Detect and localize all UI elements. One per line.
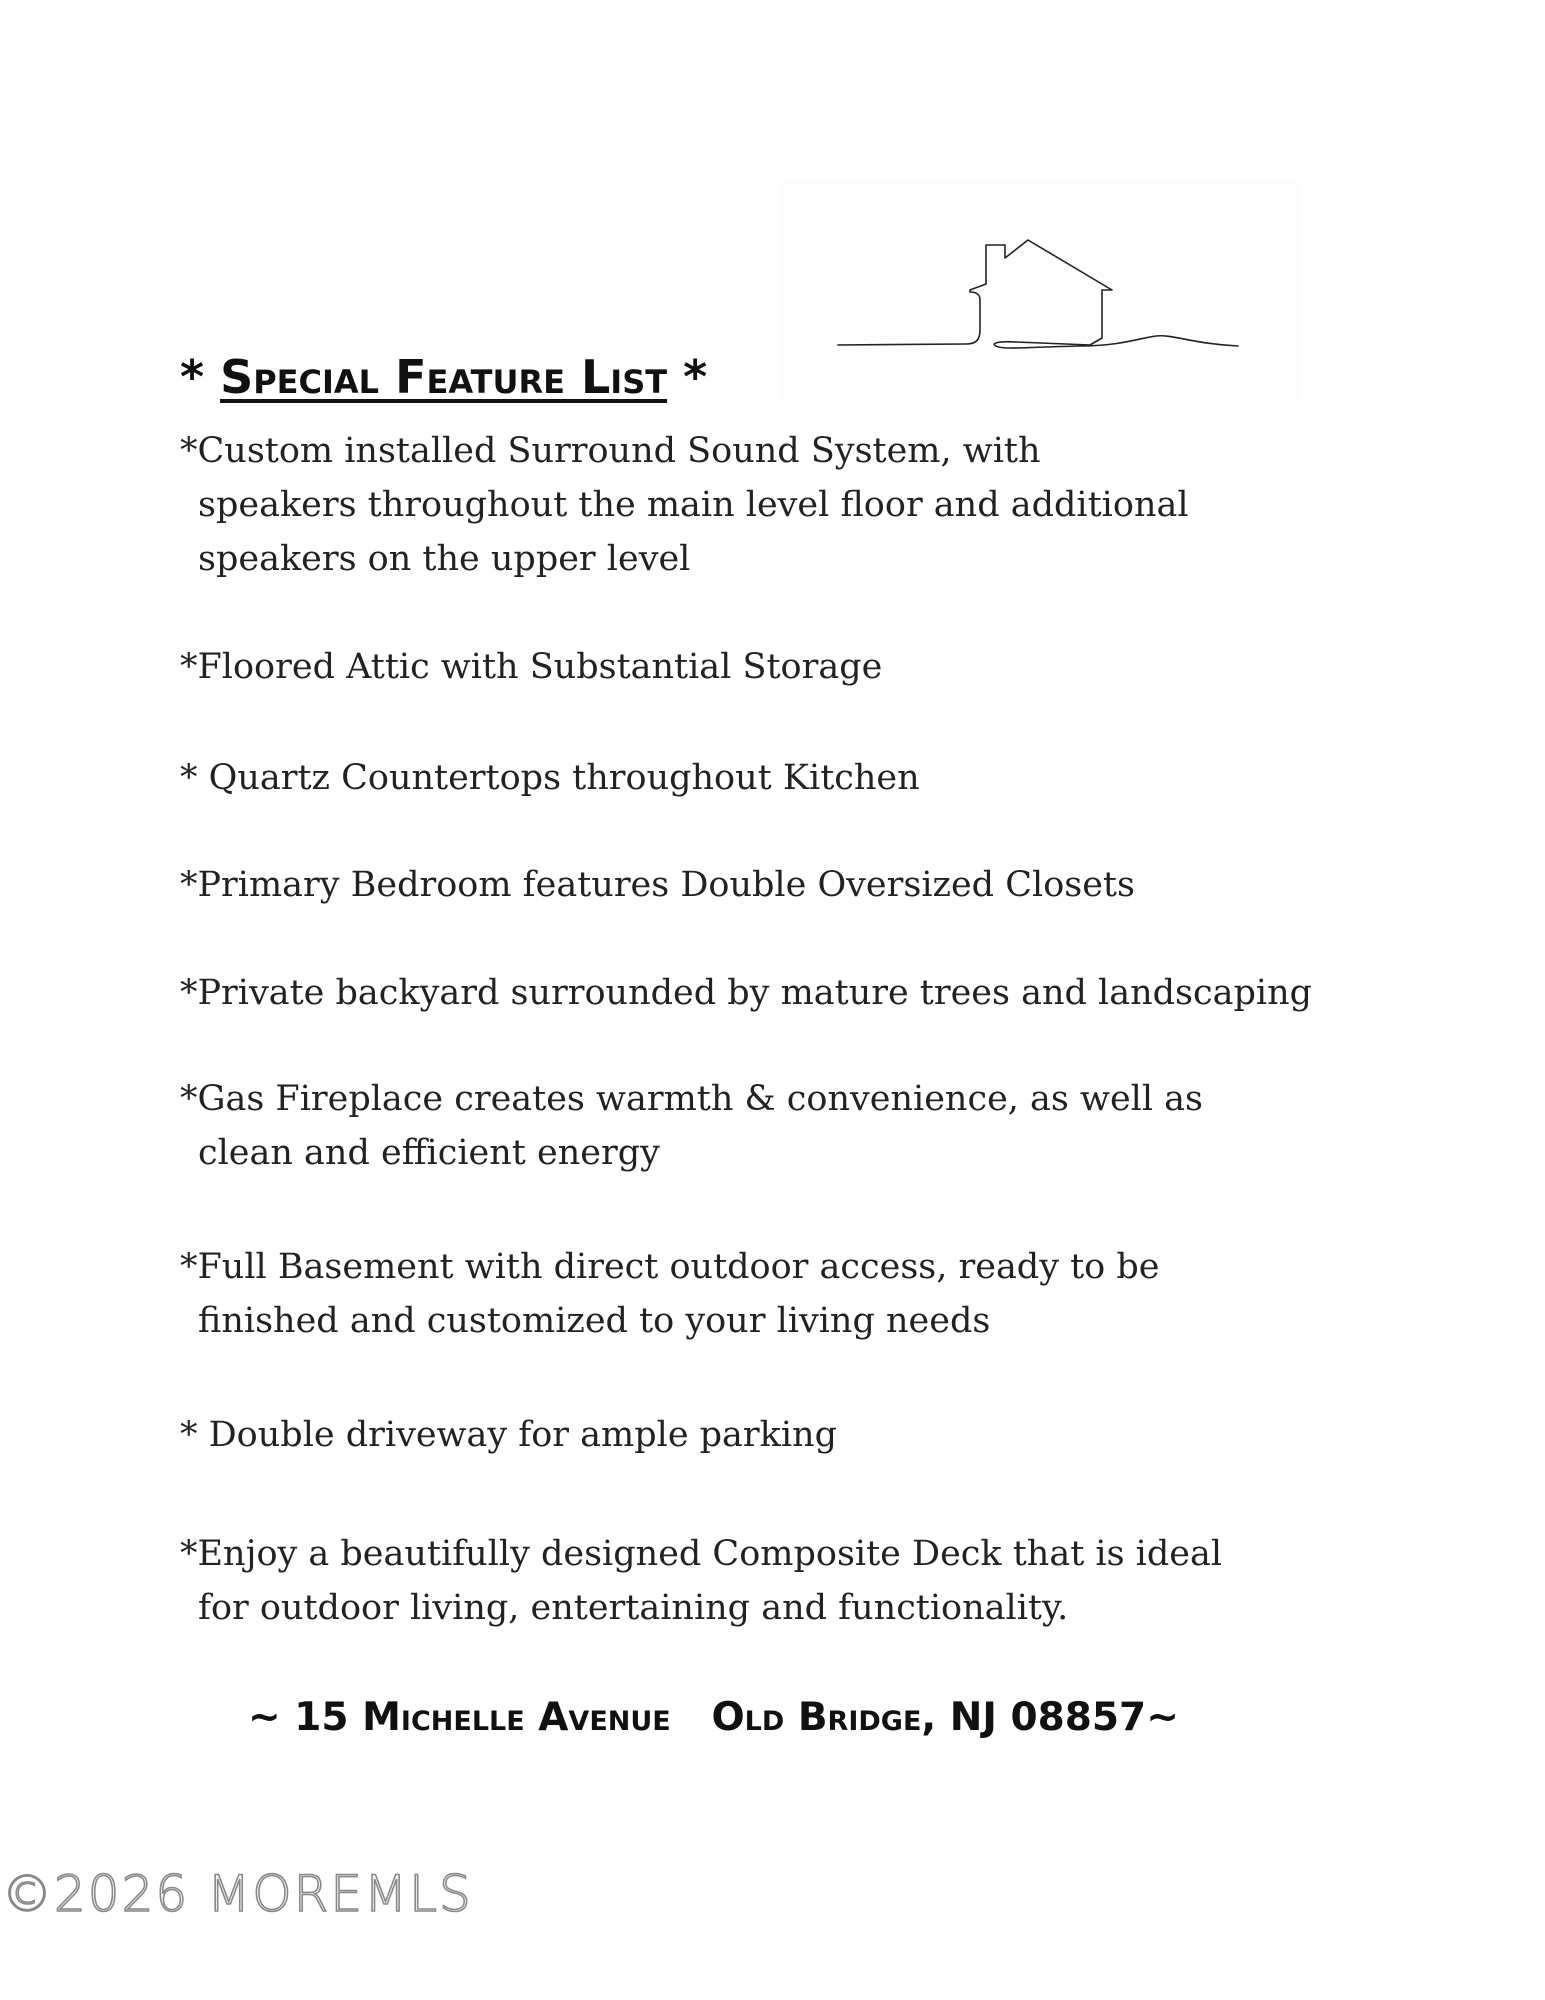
- copyright-watermark: ©2026 MOREMLS: [2, 1865, 473, 1923]
- feature-line: *Custom installed Surround Sound System, with: [180, 431, 1041, 471]
- house-line-drawing-icon: [780, 180, 1300, 400]
- feature-line: *Private backyard surrounded by mature trees and landscaping: [180, 973, 1313, 1013]
- feature-line: *Floored Attic with Substantial Storage: [180, 647, 883, 687]
- title-text: Special Feature List: [220, 350, 668, 404]
- feature-item: [180, 640, 882, 694]
- feature-item: [180, 1240, 1160, 1348]
- title-prefix: *: [180, 350, 205, 404]
- title-suffix: *: [683, 350, 708, 404]
- feature-line: * Quartz Countertops throughout Kitchen: [180, 758, 920, 798]
- feature-line: *Gas Fireplace creates warmth & convenience, as well as: [180, 1079, 1203, 1119]
- house-illustration: [780, 180, 1300, 400]
- feature-line: finished and customized to your living needs: [198, 1301, 991, 1341]
- feature-line: *Primary Bedroom features Double Oversized Closets: [180, 865, 1135, 905]
- feature-line: speakers throughout the main level floor and additional: [198, 485, 1189, 525]
- feature-item: [180, 858, 1135, 912]
- feature-line: for outdoor living, entertaining and functionality.: [198, 1588, 1069, 1628]
- feature-line: *Enjoy a beautifully designed Composite Deck that is ideal: [180, 1534, 1223, 1574]
- feature-item: [180, 1072, 1203, 1180]
- feature-line: * Double driveway for ample parking: [180, 1415, 838, 1455]
- feature-item: [180, 1527, 1222, 1635]
- page-title: [180, 350, 707, 404]
- feature-line: *Full Basement with direct outdoor access, ready to be: [180, 1247, 1160, 1287]
- feature-item: [180, 1408, 837, 1462]
- feature-item: [180, 966, 1312, 1020]
- feature-item: [180, 751, 920, 805]
- feature-line: clean and efficient energy: [198, 1133, 660, 1173]
- feature-item: [180, 424, 1189, 586]
- property-address: ~ 15 Michelle Avenue Old Bridge, NJ 08857~: [248, 1695, 1179, 1740]
- feature-line: speakers on the upper level: [198, 539, 691, 579]
